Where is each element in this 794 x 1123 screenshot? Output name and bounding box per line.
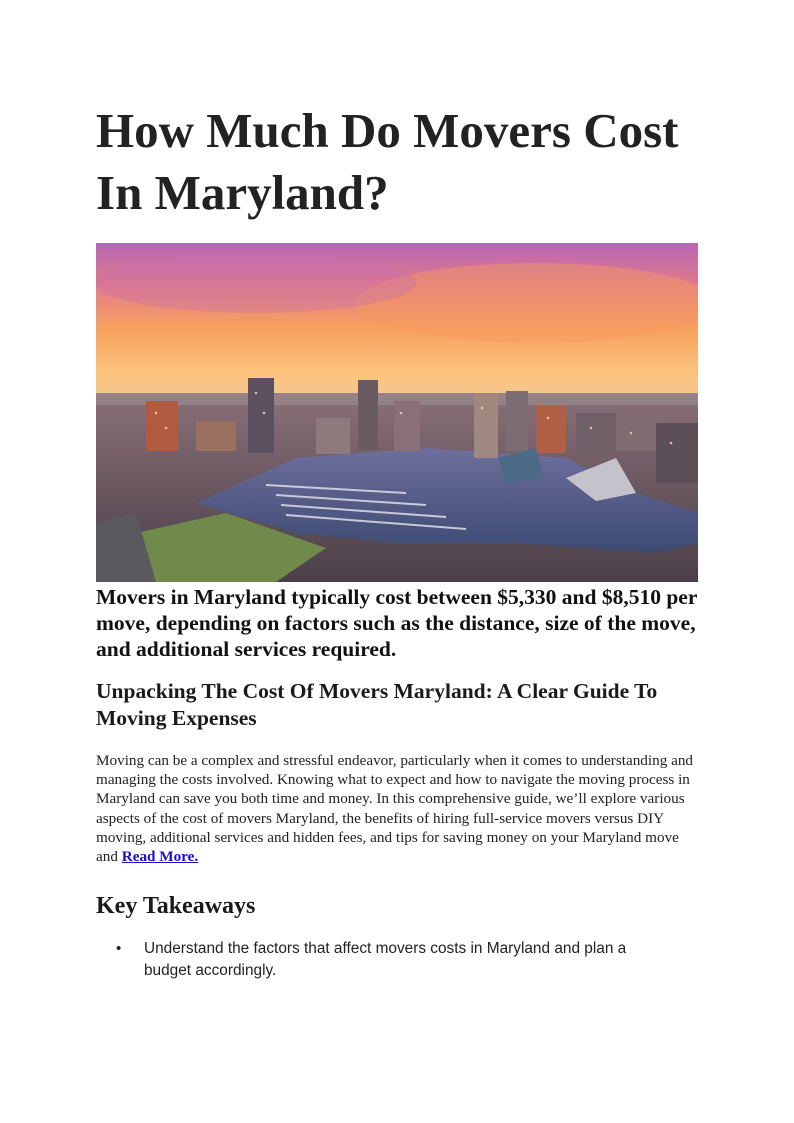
bullet-icon: • (116, 940, 122, 957)
list-item (116, 938, 676, 982)
key-takeaways-list (116, 938, 676, 982)
summary-lede: Movers in Maryland typically cost between $5,330 and $8,510 per move, depending on factors such as the distance, size of the move, and additional services required. (96, 585, 697, 661)
list-item-text: Understand the factors that affect movers costs in Maryland and plan a budget accordingly. (144, 940, 627, 979)
key-takeaways-heading: Key Takeaways (96, 893, 256, 919)
read-more-link[interactable]: Read More. (121, 848, 199, 866)
intro-text: Moving can be a complex and stressful endeavor, particularly when it comes to understanding and managing the costs involved. Knowing what to expect and how to navigate the moving process in Maryland can save you both time and money. In this comprehensive guide, we’ll explore various aspects of the cost of movers Maryland, the benefits of hiring full-service movers versus DIY moving, additional services and hidden fees, and tips for saving money on your Maryland move and (96, 752, 694, 866)
intro-paragraph (96, 751, 698, 866)
section-heading: Unpacking The Cost Of Movers Maryland: A Clear Guide To Moving Expenses (96, 679, 658, 730)
page-title: How Much Do Movers Cost In Maryland? (96, 103, 679, 220)
hero-image-baltimore-harbor (96, 243, 698, 582)
